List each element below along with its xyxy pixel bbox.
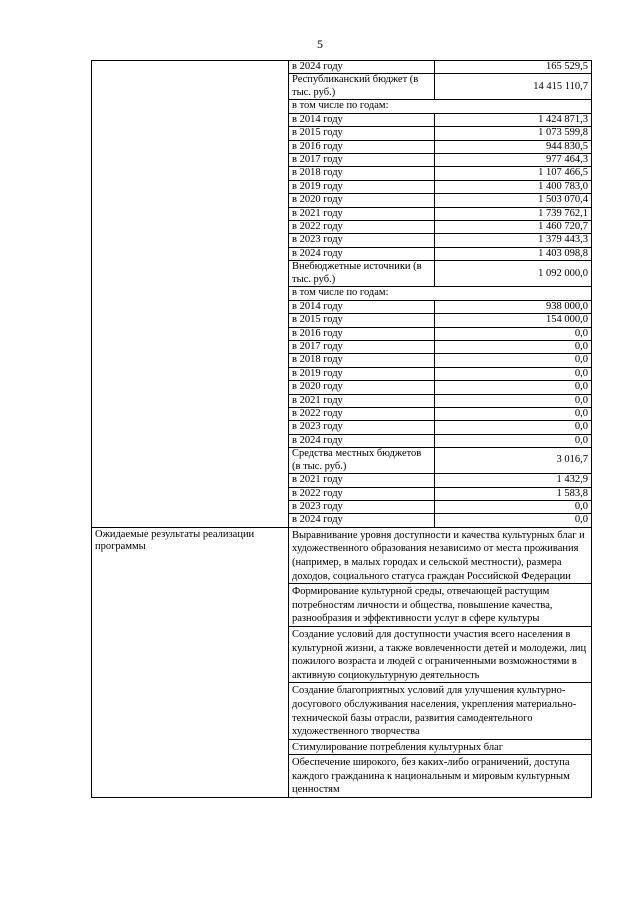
program-passport-table: [91, 60, 592, 798]
amount-value: 1 432,9: [435, 474, 592, 487]
year-label: в 2021 году: [289, 394, 435, 407]
amount-value: 1 460 720,7: [435, 221, 592, 234]
expected-results-title: Ожидаемые результаты реализации программы: [92, 527, 289, 797]
amount-value: 0,0: [435, 367, 592, 380]
amount-value: 0,0: [435, 340, 592, 353]
expected-result-item: Создание благоприятных условий для улучшения культурно-досугового обслуживания населения, укрепления материально-технической базы отрасли, развития самодеятельного художественного творчества: [289, 683, 592, 739]
extrabudget-sources-label: Внебюджетные источники (в тыс. руб.): [289, 261, 435, 287]
amount-value: 1 583,8: [435, 487, 592, 500]
amount-value: 0,0: [435, 327, 592, 340]
amount-value: 938 000,0: [435, 300, 592, 313]
republic-budget-total-value: 14 415 110,7: [435, 74, 592, 100]
amount-value: 0,0: [435, 500, 592, 513]
year-label: в 2024 году: [289, 434, 435, 447]
expected-result-item: Стимулирование потребления культурных благ: [289, 739, 592, 755]
year-label: в 2024 году: [289, 61, 435, 74]
amount-value: 1 073 599,8: [435, 127, 592, 140]
expected-result-item: Обеспечение широкого, без каких-либо ограничений, доступа каждого гражданина к национальным и мировым культурным ценностям: [289, 755, 592, 798]
year-label: в 2015 году: [289, 127, 435, 140]
year-label: в 2018 году: [289, 167, 435, 180]
year-label: в 2014 году: [289, 300, 435, 313]
expected-result-item: Формирование культурной среды, отвечающей растущим потребностям личности и общества, повышение качества, разнообразия и эффективности услуг в сфере культуры: [289, 584, 592, 627]
year-label: в 2019 году: [289, 180, 435, 193]
financing-section: [92, 61, 592, 528]
amount-value: 1 379 443,3: [435, 234, 592, 247]
amount-value: 0,0: [435, 514, 592, 527]
year-label: в 2023 году: [289, 500, 435, 513]
year-label: в 2016 году: [289, 327, 435, 340]
year-label: в 2016 году: [289, 140, 435, 153]
table-row: [92, 61, 592, 74]
result-row: [92, 527, 592, 583]
expected-result-item: Выравнивание уровня доступности и качества культурных благ и художественного образования независимо от места проживания (например, в малых городах и сельской местности), размера доходов, социального статуса граждан Российской Федерации: [289, 527, 592, 583]
amount-value: 0,0: [435, 354, 592, 367]
year-label: в 2022 году: [289, 487, 435, 500]
year-label: в 2019 году: [289, 367, 435, 380]
year-label: в 2017 году: [289, 154, 435, 167]
amount-value: 0,0: [435, 421, 592, 434]
year-label: в 2022 году: [289, 407, 435, 420]
page-number: 5: [317, 37, 323, 51]
year-label: в 2017 году: [289, 340, 435, 353]
year-label: в 2024 году: [289, 514, 435, 527]
year-label: в 2024 году: [289, 247, 435, 260]
amount-value: 0,0: [435, 394, 592, 407]
amount-value: 1 107 466,5: [435, 167, 592, 180]
amount-value: 1 424 871,3: [435, 113, 592, 126]
year-label: в 2023 году: [289, 234, 435, 247]
extrabudget-sources-total-value: 1 092 000,0: [435, 261, 592, 287]
amount-value: 944 830,5: [435, 140, 592, 153]
expected-results-section: [92, 527, 592, 797]
amount-value: 154 000,0: [435, 314, 592, 327]
year-label: в 2020 году: [289, 194, 435, 207]
year-label: в 2023 году: [289, 421, 435, 434]
amount-value: 1 403 098,8: [435, 247, 592, 260]
year-label: в 2021 году: [289, 207, 435, 220]
expected-result-item: Создание условий для доступности участия всего населения в культурной жизни, а также вовлеченности детей и молодежи, лиц пожилого возраста и людей с ограниченными возможностями в активную социокультурную деятельность: [289, 626, 592, 682]
amount-value: 0,0: [435, 407, 592, 420]
amount-value: 0,0: [435, 381, 592, 394]
amount-value: 977 464,3: [435, 154, 592, 167]
year-label: в 2018 году: [289, 354, 435, 367]
amount-value: 0,0: [435, 434, 592, 447]
year-label: в 2015 году: [289, 314, 435, 327]
amount-value: 1 739 762,1: [435, 207, 592, 220]
left-column-cell: [92, 61, 289, 528]
year-label: в 2014 году: [289, 113, 435, 126]
republic-budget-label: Республиканский бюджет (в тыс. руб.): [289, 74, 435, 100]
year-label: в 2021 году: [289, 474, 435, 487]
year-label: в 2020 году: [289, 381, 435, 394]
local-budgets-total-value: 3 016,7: [435, 448, 592, 474]
year-label: в 2022 году: [289, 221, 435, 234]
amount-value: 165 529,5: [435, 61, 592, 74]
amount-value: 1 400 783,0: [435, 180, 592, 193]
by-years-label: в том числе по годам:: [289, 287, 592, 300]
local-budgets-label: Средства местных бюджетов (в тыс. руб.): [289, 448, 435, 474]
amount-value: 1 503 070,4: [435, 194, 592, 207]
by-years-label: в том числе по годам:: [289, 100, 592, 113]
